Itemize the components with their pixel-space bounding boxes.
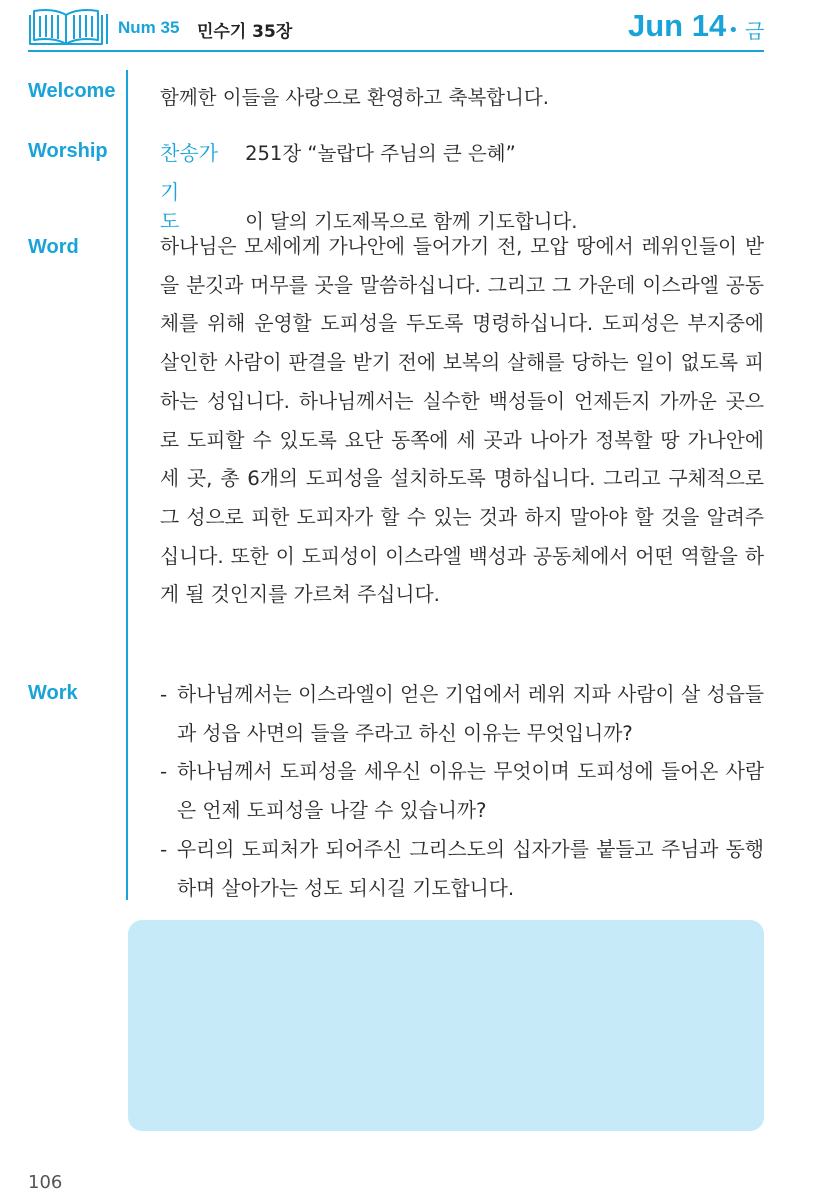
work-item-text: 우리의 도피처가 되어주신 그리스도의 십자가를 붙들고 주님과 동행하며 살아가는 성도 되시길 기도합니다.	[177, 837, 764, 900]
worship-hymn-row	[160, 137, 780, 166]
welcome-text: 함께한 이들을 사랑으로 환영하고 축복합니다.	[160, 86, 549, 109]
section-divider-line	[126, 70, 128, 900]
weekday: 금	[745, 19, 765, 43]
header-rule	[28, 50, 764, 52]
memo-box[interactable]	[128, 920, 764, 1131]
prayer-value: 이 달의 기도제목으로 함께 기도합니다.	[245, 210, 578, 233]
hymn-key: 찬송가	[160, 141, 218, 165]
list-item	[160, 831, 764, 908]
bullet-dash: -	[160, 760, 168, 784]
bullet-dash: -	[160, 683, 168, 706]
book-reference: Num 35	[118, 18, 180, 37]
date: Jun 14	[628, 8, 727, 43]
header-divider	[106, 14, 108, 44]
word-label: Word	[28, 236, 79, 258]
chapter-title: 민수기 35장	[197, 22, 293, 42]
list-item	[160, 753, 764, 830]
open-book-icon	[28, 6, 104, 46]
page-header	[0, 0, 820, 60]
work-item-text: 하나님께서는 이스라엘이 얻은 기업에서 레위 지파 사람이 살 성읍들과 성읍 사면의 들을 주라고 하신 이유는 무엇입니까?	[177, 683, 764, 745]
word-text: 하나님은 모세에게 가나안에 들어가기 전, 모압 땅에서 레위인들이 받을 분깃과 머무를 곳을 말씀하십니다. 그리고 그 가운데 이스라엘 공동체를 위해 운영할 도피성을 두도록 명령하십니다. 도피성은 부지중에 살인한 사람이 판결을 받기 전에 보복의 살해를 당하는 일이 없도록 피하는 성입니다. 하나님께서는 실수한 백성들이 언제든지 가까운 곳으로 도피할 수 있도록 요단 동쪽에 세 곳과 나아가 정복할 땅 가나안에 세 곳, 총 6개의 도피성을 설치하도록 명하십니다. 그리고 구체적으로 그 성으로 피한 도피자가 할 수 있는 것과 하지 말아야 할 것을 알려주십니다. 또한 이 도피성이 이스라엘 백성과 공동체에서 어떤 역할을 하게 될 것인지를 가르쳐 주십니다.	[160, 235, 764, 607]
welcome-label: Welcome	[28, 80, 116, 102]
hymn-value: 251장 “놀랍다 주님의 큰 은혜”	[245, 142, 516, 165]
worship-prayer-row	[160, 176, 780, 234]
prayer-key: 기 도	[160, 180, 198, 233]
work-list	[160, 676, 764, 908]
work-label: Work	[28, 682, 78, 704]
worship-label: Worship	[28, 140, 108, 162]
date-separator: •	[728, 20, 739, 41]
list-item	[160, 676, 764, 753]
work-item-text: 하나님께서 도피성을 세우신 이유는 무엇이며 도피성에 들어온 사람은 언제 도피성을 나갈 수 있습니까?	[177, 760, 764, 823]
page-number: 106	[28, 1172, 63, 1193]
bullet-dash: -	[160, 837, 168, 861]
